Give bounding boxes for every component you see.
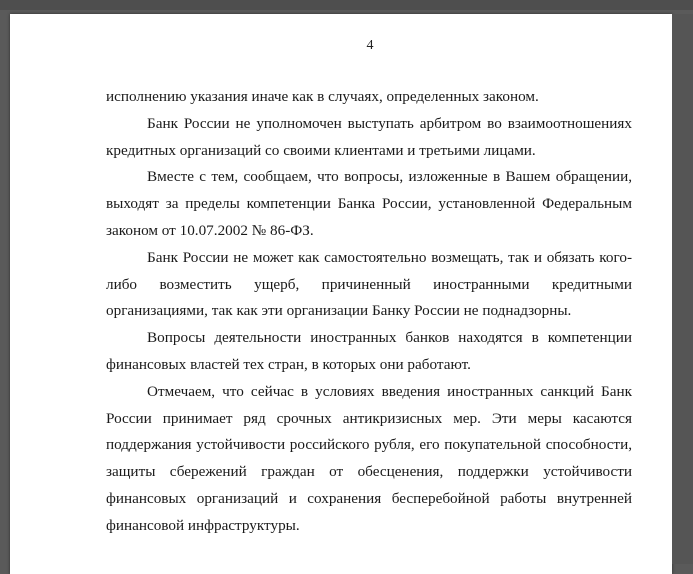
paragraph: Банк России не уполномочен выступать арбитром во взаимоотношениях кредитных организаций со своими клиентами и третьими лицами.: [106, 114, 632, 159]
paragraph: Вопросы деятельности иностранных банков находятся в компетенции финансовых властей тех стран, в которых они работают.: [106, 329, 632, 373]
paragraph: Банк России не может как самостоятельно возмещать, так и обязать кого-либо возместить ущерб, причиненный иностранными кредитными организациями, так как эти организации Банку России не поднадзорны.: [106, 248, 632, 320]
document-page: [10, 14, 672, 574]
page-number: 4: [366, 38, 374, 53]
paragraph: Отмечаем, что сейчас в условиях введения иностранных санкций Банк России принимает ряд срочных антикризисных мер. Эти меры касаются поддержания устойчивости российского рубля, его покупательной способности, защиты сбережений граждан от обесценения, поддержки устойчивости финансовых организаций и сохранения бесперебойной работы внутренней финансовой инфраструктуры.: [106, 382, 632, 534]
scrollbar-gutter[interactable]: [672, 14, 693, 564]
paragraph-continuation: исполнению указания иначе как в случаях, определенных законом.: [106, 88, 539, 105]
page-text: [106, 84, 632, 540]
viewer-top-strip: [0, 0, 693, 10]
paragraph: Вместе с тем, сообщаем, что вопросы, изложенные в Вашем обращении, выходят за пределы компетенции Банка России, установленной Федеральным законом от 10.07.2002 № 86-ФЗ.: [106, 168, 632, 239]
